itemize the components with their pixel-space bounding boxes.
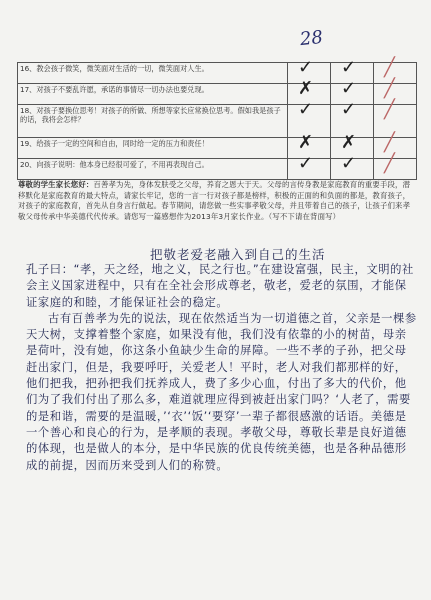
check-cell (374, 153, 417, 180)
slash-mark: ╱ (384, 132, 395, 153)
checklist-item-text: 17、对孩子不要乱许愿，承诺的事情尽一切办法也要兑现。 (18, 84, 288, 105)
checklist-row (18, 63, 417, 84)
slash-mark: ╱ (384, 57, 395, 78)
checklist-item-text: 18、对孩子要换位思考！对孩子的所做、所想等家长应常换位思考。假如我是孩子的话，我将会怎样？ (18, 105, 288, 138)
slash-mark: ╱ (384, 78, 395, 99)
letter-to-parents (18, 180, 413, 222)
checklist-row (18, 159, 417, 180)
cross-mark: ✗ (341, 132, 357, 153)
letter-body: 百善孝为先，身体发肤受之父母，养育之恩大于天。父母的言传身教是家庭教育的重要手段，潜移默化是家庭教育的最大特点，请家长牢记，您的一言一行对孩子都是榜样，积极的正面的和负面的都是，教育孩子，对孩子的家庭教育，首先从自身言行做起。春节期间，请您做一些实事孝敬父母，并且带着自己的孩子，让孩子们来孝敬父母传承中华美德代代传承。请您写一篇感想作为2013年3月家长作业。（写不下请在背面写） (18, 180, 411, 221)
checklist-row (18, 84, 417, 105)
checklist-item-text: 20、向孩子说明：他本身已经很可爱了，不用再表现自己。 (18, 159, 288, 180)
essay-paragraph: 孔子曰：“孝，天之经，地之义，民之行也。”在建设富强，民主，文明的社会主义国家进程中，只有在全社会形成尊老，敬老，爱老的氛围，才能保证家庭的和睦，才能保证社会的稳定。 (26, 263, 414, 309)
cross-mark: ✗ (298, 132, 314, 153)
check-mark: ✓ (341, 99, 357, 120)
check-cell (374, 57, 417, 84)
check-mark: ✓ (298, 153, 314, 174)
letter-greeting: 尊敬的学生家长您好： (18, 180, 94, 189)
check-mark: ✓ (341, 57, 357, 78)
check-cell (331, 153, 374, 180)
parent-checklist-table (17, 57, 417, 180)
checklist-row (18, 105, 417, 138)
slash-mark: ╱ (384, 153, 395, 174)
check-cell (374, 99, 417, 138)
essay-title: 把敬老爱老融入到自己的生活 (150, 247, 326, 262)
check-cell (288, 153, 331, 180)
check-mark: ✓ (298, 57, 314, 78)
check-mark: ✓ (341, 78, 357, 99)
check-mark: ✓ (298, 99, 314, 120)
cross-mark: ✗ (298, 78, 314, 99)
checklist-item-text: 19、给孩子一定的空间和自由，同时给一定的压力和责任！ (18, 138, 288, 159)
check-cell (374, 78, 417, 105)
check-cell (374, 132, 417, 159)
check-mark: ✓ (341, 153, 357, 174)
checklist-row (18, 138, 417, 159)
handwritten-essay (26, 262, 418, 474)
handwritten-page-number: 28 (298, 26, 324, 51)
slash-mark: ╱ (384, 99, 395, 120)
checklist-item-text: 16、教会孩子微笑，微笑面对生活的一切，微笑面对人生。 (18, 63, 288, 84)
essay-paragraph: 古有百善孝为先的说法，现在依然适当为一切道德之首，父亲是一棵参天大树，支撑着整个家庭，如果没有他，我们没有依靠的小的树苗，母亲是荷叶，没有她，你这条小鱼缺少生命的屏障。一些不孝的子孙，把父母赶出家门，但是，我要呼吁，关爱老人！平时，老人对我们都那样的好，他们把我，把孙把我们抚养成人，费了多少心血，付出了多大的代价，他们为了我们付出了那么多，难道就理应得到被赶出家门吗？‘人老了，需要的是和谐，需要的是温暖，’‘衣’‘饭’‘要穿’一辈子都很感激的话语。美德是一个善心和良心的行为，是孝顺的表现。孝敬父母，尊敬长辈是良好道德的体现，也是做人的本分，是中华民族的优良传统美德，也是各种品德形成的前提，因而历来受到人们的称赞。 (26, 311, 417, 472)
